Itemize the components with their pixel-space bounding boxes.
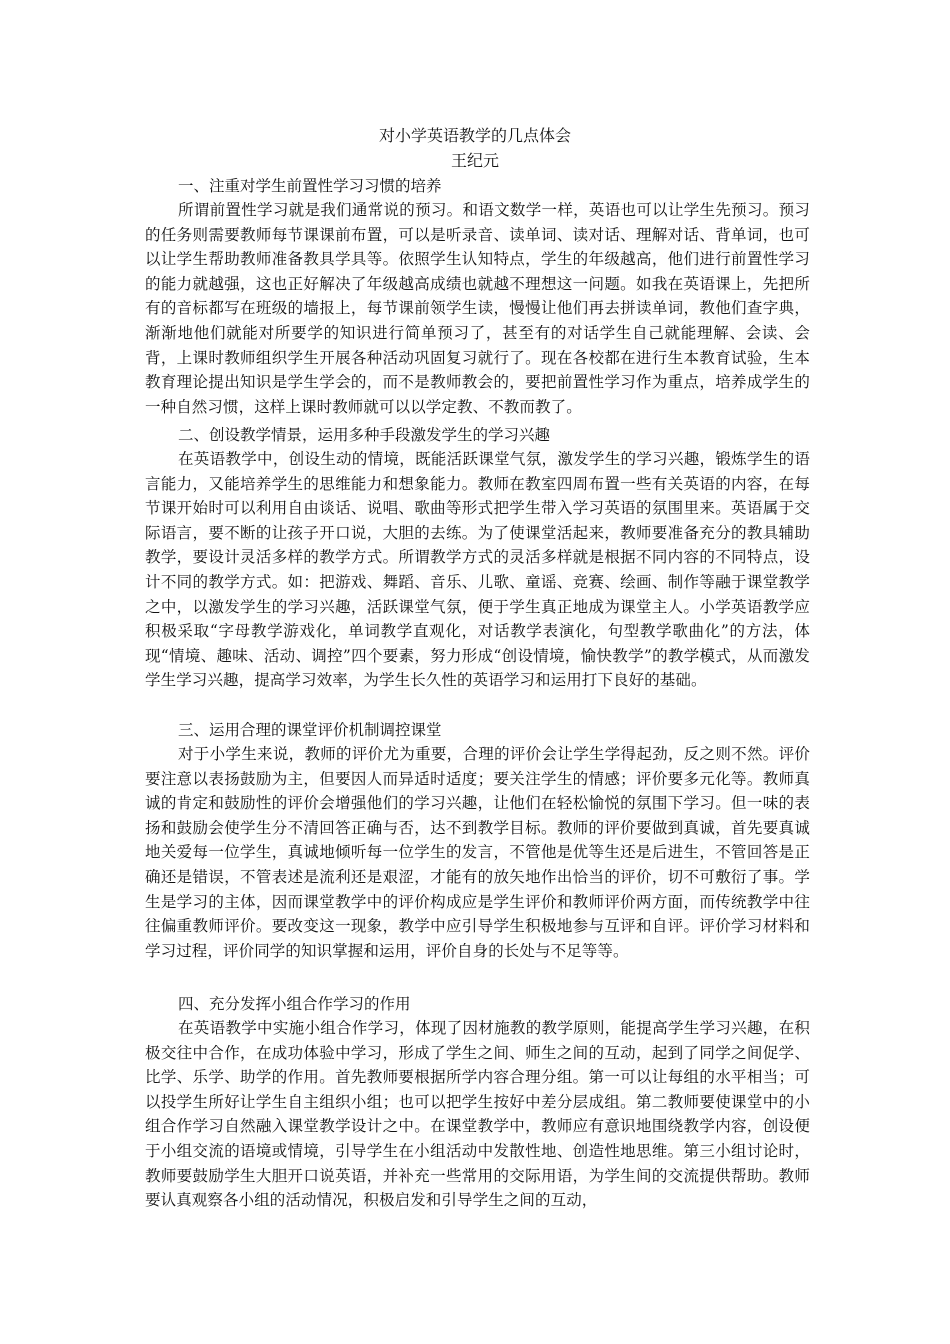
- section-paragraph: 对于小学生来说，教师的评价尤为重要，合理的评价会让学生学得起劲，反之则不然。评价要注意以表扬鼓励为主，但要因人而异适时适度；要关注学生的情感；评价要多元化等。教师真诚的肯定和鼓励性的评价会增强他们的学习兴趣，让他们在轻松愉悦的氛围下学习。但一味的表扬和鼓励会使学生分不清回答正确与否，达不到教学目标。教师的评价要做到真诚，首先要真诚地关爱每一位学生，真诚地倾听每一位学生的发言，不管他是优等生还是后进生，不管回答是正确还是错误，不管表述是流利还是艰涩，才能有的放矢地作出恰当的评价，切不可敷衍了事。学生是学习的主体，因而课堂教学中的评价构成应是学生评价和教师评价两方面，而传统教学中往往偏重教师评价。要改变这一现象，教学中应引导学生积极地参与互评和自评。评价学习材料和学习过程，评价同学的知识掌握和运用，评价自身的长处与不足等等。: [145, 745, 810, 960]
- section-2: [145, 423, 810, 693]
- section-paragraph: 在英语教学中，创设生动的情境，既能活跃课堂气氛，激发学生的学习兴趣，锻炼学生的语言能力，又能培养学生的思维能力和想象能力。教师在教室四周布置一些有关英语的内容，在每节课开始时可以利用自由谈话、说唱、歌曲等形式把学生带入学习英语的氛围里来。英语属于交际语言，要不断的让孩子开口说，大胆的去练。为了使课堂活起来，教师要准备充分的教具辅助教学，要设计灵活多样的教学方式。所谓教学方式的灵活多样就是根据不同内容的不同特点，设计不同的教学方式。如：把游戏、舞蹈、音乐、儿歌、童谣、竞赛、绘画、制作等融于课堂教学之中，以激发学生的学习兴趣，活跃课堂气氛，便于学生真正地成为课堂主人。小学英语教学应积极采取“字母教学游戏化，单词教学直观化，对话教学表演化，句型教学歌曲化”的方法，体现“情境、趣味、活动、调控”四个要素，努力形成“创设情境，愉快教学”的教学模式，从而激发学生学习兴趣，提高学习效率，为学生长久性的英语学习和运用打下良好的基础。: [145, 450, 810, 690]
- document-title: 对小学英语教学的几点体会: [378, 126, 571, 145]
- section-3: [145, 718, 810, 963]
- section-heading: 一、注重对学生前置性学习习惯的培养: [178, 177, 442, 195]
- section-heading: 三、运用合理的课堂评价机制调控课堂: [178, 721, 442, 739]
- document-author: 王纪元: [450, 151, 499, 170]
- section-paragraph: 在英语教学中实施小组合作学习，体现了因材施教的教学原则，能提高学生学习兴趣，在积极交往中合作，在成功体验中学习，形成了学生之间、师生之间的互动，起到了同学之间促学、比学、乐学、助学的作用。首先教师要根据所学内容合理分组。第一可以让每组的水平相当；可以投学生所好让学生自主组织小组；也可以把学生按好中差分层成组。第二教师要使课堂中的小组合作学习自然融入课堂教学设计之中。在课堂教学中，教师应有意识地围绕教学内容，创设便于小组交流的语境或情境，引导学生在小组活动中发散性地、创造性地思维。第三小组讨论时，教师要鼓励学生大胆开口说英语，并补充一些常用的交际用语，为学生间的交流提供帮助。教师要认真观察各小组的活动情况，积极启发和引导学生之间的互动，: [145, 1019, 810, 1210]
- section-1: [145, 174, 810, 419]
- section-4: [145, 992, 810, 1213]
- section-heading: 二、创设教学情景，运用多种手段激发学生的学习兴趣: [178, 426, 551, 444]
- section-paragraph: 所谓前置性学习就是我们通常说的预习。和语文数学一样，英语也可以让学生先预习。预习的任务则需要教师每节课课前布置，可以是听录音、读单词、读对话、理解对话、背单词，也可以让学生帮助教师准备教具学具等。依照学生认知特点，学生的年级越高，他们进行前置性学习的能力就越强，这也正好解决了年级越高成绩也就越不理想这一问题。如我在英语课上，先把所有的音标都写在班级的墙报上，每节课前领学生读，慢慢让他们再去拼读单词，教他们查字典，渐渐地他们就能对所要学的知识进行简单预习了，甚至有的对话学生自己就能理解、会读、会背，上课时教师组织学生开展各种活动巩固复习就行了。现在各校都在进行生本教育试验，生本教育理论提出知识是学生学会的，而不是教师教会的，要把前置性学习作为重点，培养成学生的一种自然习惯，这样上课时教师就可以以学定教、不教而教了。: [145, 201, 810, 416]
- section-heading: 四、充分发挥小组合作学习的作用: [178, 995, 411, 1013]
